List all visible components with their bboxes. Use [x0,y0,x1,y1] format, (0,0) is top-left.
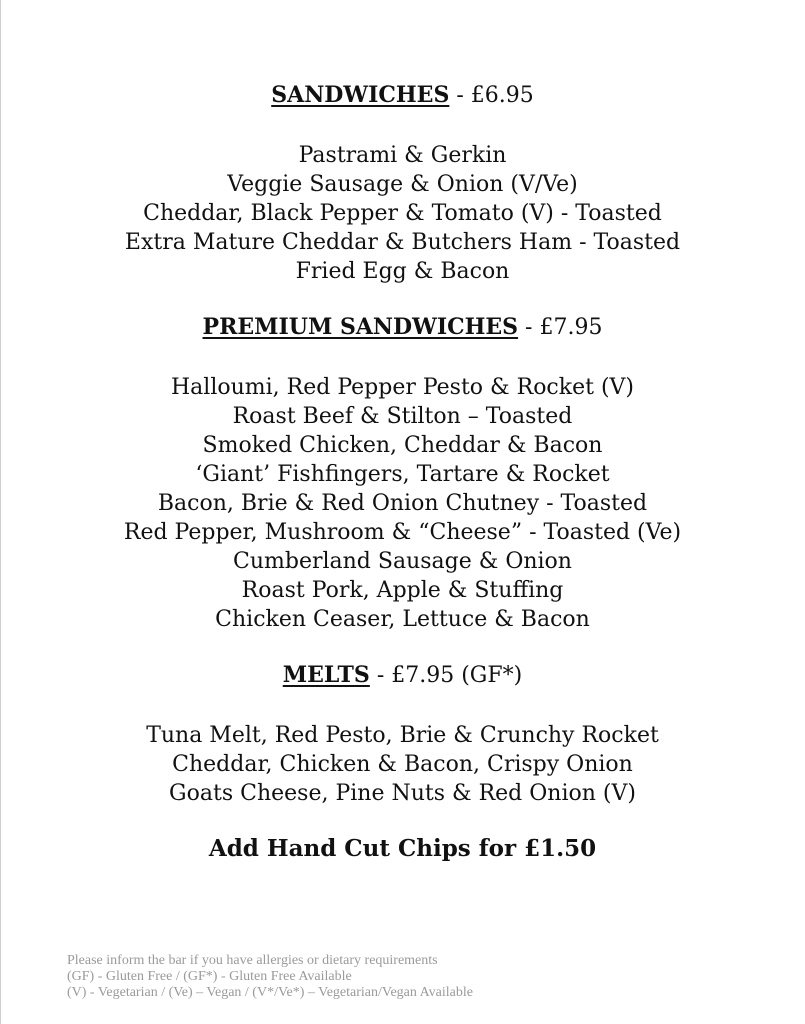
section-price: - £6.95 [449,83,534,108]
allergy-note: Please inform the bar if you have allergies or dietary requirements [67,953,438,968]
vegan-key: (V) - Vegetarian / (Ve) – Vegan / (V*/Ve*) – Vegetarian/Vegan Available [67,985,473,1000]
dietary-footer [67,953,767,1001]
menu-item: Smoked Chicken, Cheddar & Bacon [202,433,603,458]
menu-item: ‘Giant’ Fishfingers, Tartare & Rocket [195,462,610,487]
menu-item: Bacon, Brie & Red Onion Chutney - Toasted [157,491,648,516]
menu-item: Cheddar, Chicken & Bacon, Crispy Onion [172,752,633,777]
section-premium-sandwiches [0,312,805,634]
menu-item: Veggie Sausage & Onion (V/Ve) [227,172,578,197]
section-title: SANDWICHES [271,82,450,108]
menu-item: Tuna Melt, Red Pesto, Brie & Crunchy Rocket [146,723,659,748]
menu-item: Red Pepper, Mushroom & “Cheese” - Toasted (Ve) [123,520,682,545]
menu-item: Cumberland Sausage & Onion [233,549,572,574]
add-on-chips: Add Hand Cut Chips for £1.50 [208,835,597,862]
item-list [0,373,805,634]
section-heading [0,80,805,111]
item-list [0,721,805,808]
menu-content [0,80,805,864]
menu-item: Pastrami & Gerkin [298,143,507,168]
menu-item: Extra Mature Cheddar & Butchers Ham - Toasted [124,230,681,255]
menu-item: Roast Pork, Apple & Stuffing [241,578,564,603]
section-melts [0,660,805,808]
menu-item: Fried Egg & Bacon [295,259,510,284]
section-sandwiches [0,80,805,286]
section-price: - £7.95 [518,315,603,340]
menu-item: Halloumi, Red Pepper Pesto & Rocket (V) [170,375,634,400]
section-price: - £7.95 (GF*) [369,663,523,688]
menu-item: Cheddar, Black Pepper & Tomato (V) - Toasted [143,201,662,226]
menu-item: Roast Beef & Stilton – Toasted [232,404,573,429]
section-title: PREMIUM SANDWICHES [202,314,519,340]
item-list [0,141,805,286]
gluten-key: (GF) - Gluten Free / (GF*) - Gluten Free Available [67,969,352,984]
section-heading [0,660,805,691]
menu-item: Chicken Ceaser, Lettuce & Bacon [215,607,590,632]
menu-item: Goats Cheese, Pine Nuts & Red Onion (V) [169,781,636,806]
section-heading [0,312,805,343]
section-title: MELTS [282,662,370,688]
